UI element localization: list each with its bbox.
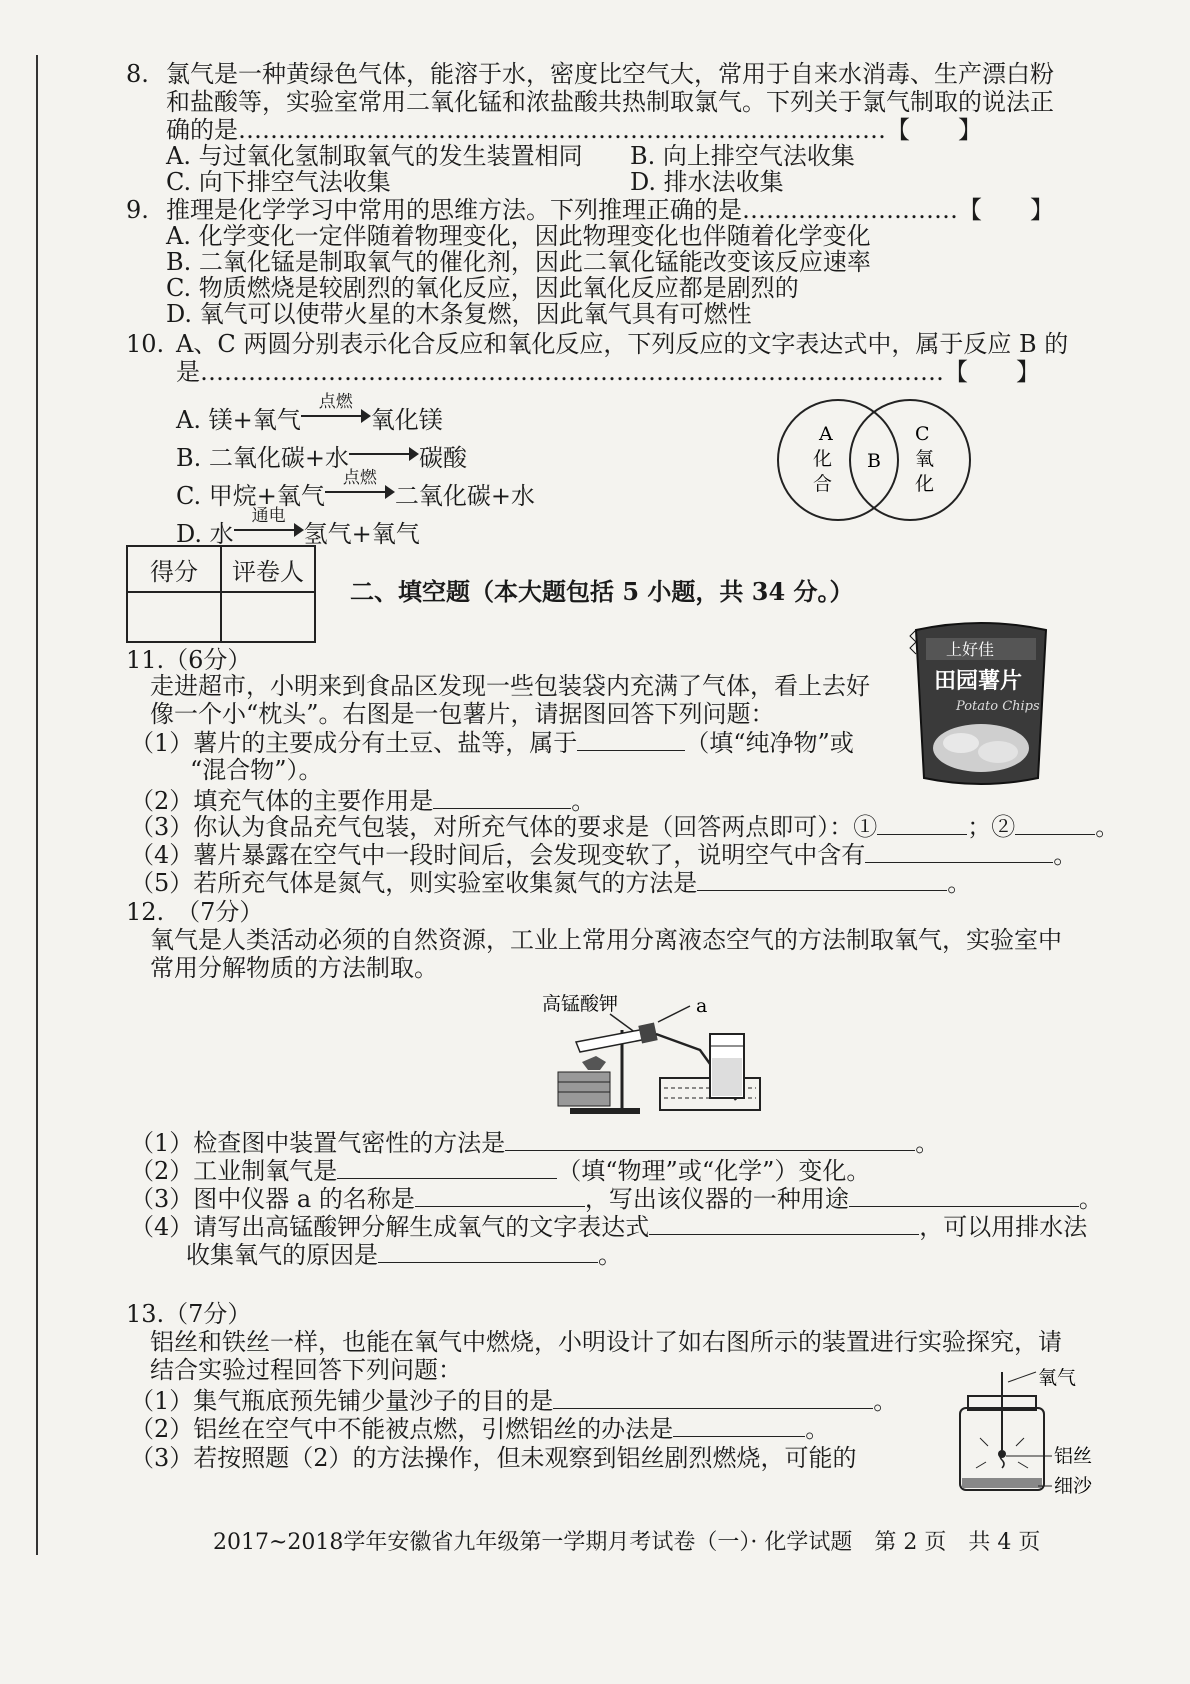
q12-blank4b[interactable]	[378, 1240, 598, 1263]
q8-option-a: A. 与过氧化氢制取氧气的发生装置相同	[166, 142, 583, 170]
label-oxygen: 氧气	[1038, 1368, 1077, 1389]
q10-number: 10.	[126, 330, 165, 358]
q12-number: 12. （7分）	[126, 898, 264, 926]
q13-part2: （2）铝丝在空气中不能被点燃，引燃铝丝的办法是 。	[130, 1415, 830, 1443]
q11-part2: （2）填充气体的主要作用是 。	[130, 787, 596, 815]
oxygen-apparatus-diagram	[540, 990, 800, 1120]
q12-blank4a[interactable]	[649, 1212, 919, 1235]
q12-blank3a[interactable]	[415, 1184, 585, 1207]
q11-blank5[interactable]	[697, 868, 947, 891]
page-footer: 2017~2018学年安徽省九年级第一学期月考试卷（一）· 化学试题 第 2 页 共 4 页	[213, 1530, 1041, 1555]
q11-number: 11.（6分）	[126, 646, 252, 674]
q12-part4: （4）请写出高锰酸钾分解生成氧气的文字表达式 ，可以用排水法	[130, 1213, 1088, 1241]
q11-intro2: 像一个小“枕头”。右图是一包薯片，请据图回答下列问题：	[150, 700, 775, 728]
q11-part1-cont: “混合物”）。	[190, 756, 323, 784]
q13-intro2: 结合实验过程回答下列问题：	[150, 1356, 462, 1384]
q13-part1: （1）集气瓶底预先铺少量沙子的目的是 。	[130, 1387, 898, 1415]
q9-option-c: C. 物质燃烧是较剧烈的氧化反应，因此氧化反应都是剧烈的	[166, 274, 799, 302]
q11-part1: （1）薯片的主要成分有土豆、盐等，属于 （填“纯净物”或	[130, 729, 854, 757]
q13-part3: （3）若按照题（2）的方法操作，但未观察到铝丝剧烈燃烧，可能的	[130, 1444, 857, 1472]
q11-part3: （3）你认为食品充气包装，对所充气体的要求是（回答两点即可）：① ；② 。	[130, 813, 1120, 841]
score-table	[126, 545, 316, 643]
q9-option-b: B. 二氧化锰是制取氧气的催化剂，因此二氧化锰能改变该反应速率	[166, 248, 871, 276]
q9-option-d: D. 氧气可以使带火星的木条复燃，因此氧气具有可燃性	[166, 300, 752, 328]
q12-blank3b[interactable]	[849, 1184, 1079, 1207]
q11-blank1[interactable]	[577, 728, 685, 751]
grader-header: 评卷人	[221, 546, 315, 592]
venn-label-c-line2: 氧	[915, 448, 935, 470]
q8-number: 8.	[126, 60, 149, 88]
q8-line1: 氯气是一种黄绿色气体，能溶于水，密度比空气大，常用于自来水消毒、生产漂白粉	[166, 60, 1054, 88]
label-instrument-a: a	[696, 995, 708, 1017]
q12-part1: （1）检查图中装置气密性的方法是 。	[130, 1129, 940, 1157]
potato-chips-bag-image	[906, 618, 1056, 788]
q11-blank2[interactable]	[433, 786, 571, 809]
venn-label-c: C	[915, 423, 930, 445]
score-cell[interactable]	[127, 592, 221, 642]
q10-option-c: C. 甲烷+氧气 点燃 二氧化碳+水	[176, 468, 535, 510]
binding-margin-line	[36, 55, 38, 1555]
aluminum-combustion-diagram	[944, 1368, 1134, 1498]
q11-intro1: 走进超市，小明来到食品区发现一些包装袋内充满了气体，看上去好	[150, 672, 870, 700]
q11-blank3a[interactable]	[877, 812, 967, 835]
reaction-arrow: 点燃	[301, 400, 371, 428]
q13-intro1: 铝丝和铁丝一样，也能在氧气中燃烧，小明设计了如右图所示的装置进行实验探究，请	[150, 1328, 1062, 1356]
bag-brand: 上好佳	[946, 640, 995, 659]
q12-part4-cont: 收集氧气的原因是 。	[186, 1241, 622, 1269]
label-aluminum-wire: 铝丝	[1054, 1445, 1093, 1467]
reaction-arrow: 点燃	[325, 476, 395, 504]
q8-line2: 和盐酸等，实验室常用二氧化锰和浓盐酸共热制取氯气。下列关于氯气制取的说法正	[166, 88, 1054, 116]
q11-part5: （5）若所充气体是氮气，则实验室收集氮气的方法是 。	[130, 869, 972, 897]
q10-option-b: B. 二氧化碳+水 碳酸	[176, 438, 467, 472]
q12-blank1[interactable]	[505, 1128, 915, 1151]
q11-blank4[interactable]	[865, 840, 1053, 863]
q10-line1: A、C 两圆分别表示化合反应和氧化反应，下列反应的文字表达式中，属于反应 B 的	[176, 330, 1069, 358]
q12-blank2[interactable]	[337, 1156, 557, 1179]
section-2-title: 二、填空题（本大题包括 5 小题，共 34 分。）	[350, 577, 854, 606]
venn-label-c-line3: 化	[915, 473, 935, 495]
q8-option-d: D. 排水法收集	[630, 168, 784, 196]
q12-part2: （2）工业制氧气是 （填“物理”或“化学”）变化。	[130, 1157, 871, 1185]
q13-number: 13.（7分）	[126, 1300, 252, 1328]
q11-part4: （4）薯片暴露在空气中一段时间后，会发现变软了，说明空气中含有 。	[130, 841, 1078, 869]
venn-label-a: A	[819, 423, 833, 445]
q9-stem: 推理是化学学习中常用的思维方法。下列推理正确的是………………………【 】	[166, 196, 1054, 224]
q11-blank3b[interactable]	[1015, 812, 1095, 835]
q10-line2: 是…………………………………………………………………………………【 】	[176, 358, 1040, 386]
score-header: 得分	[127, 546, 221, 592]
reaction-arrow	[349, 438, 419, 466]
q10-option-d: D. 水 通电 氢气+氧气	[176, 506, 420, 548]
venn-diagram	[775, 395, 975, 525]
q13-blank2[interactable]	[673, 1414, 805, 1437]
venn-label-a-line2: 化	[813, 448, 833, 470]
grader-cell[interactable]	[221, 592, 315, 642]
q10-option-a: A. 镁+氧气 点燃 氧化镁	[176, 392, 443, 434]
venn-label-a-line3: 合	[813, 473, 833, 495]
venn-label-b: B	[867, 450, 881, 472]
reaction-arrow: 通电	[234, 514, 304, 542]
q13-blank1[interactable]	[553, 1386, 873, 1409]
q8-line3: 确的是………………………………………………………………………【 】	[166, 116, 982, 144]
q12-part3: （3）图中仪器 a 的名称是 ，写出该仪器的一种用途 。	[130, 1185, 1103, 1213]
bag-name: 田园薯片	[934, 668, 1023, 694]
label-fine-sand: 细沙	[1054, 1475, 1093, 1497]
q8-option-c: C. 向下排空气法收集	[166, 168, 391, 196]
q8-option-b: B. 向上排空气法收集	[630, 142, 855, 170]
q12-intro1: 氧气是人类活动必须的自然资源，工业上常用分离液态空气的方法制取氧气，实验室中	[150, 926, 1062, 954]
q9-number: 9.	[126, 196, 149, 224]
bag-english-name: Potato Chips	[956, 699, 1040, 714]
label-kmno4: 高锰酸钾	[542, 993, 619, 1015]
q12-intro2: 常用分解物质的方法制取。	[150, 954, 438, 982]
q9-option-a: A. 化学变化一定伴随着物理变化，因此物理变化也伴随着化学变化	[166, 222, 871, 250]
